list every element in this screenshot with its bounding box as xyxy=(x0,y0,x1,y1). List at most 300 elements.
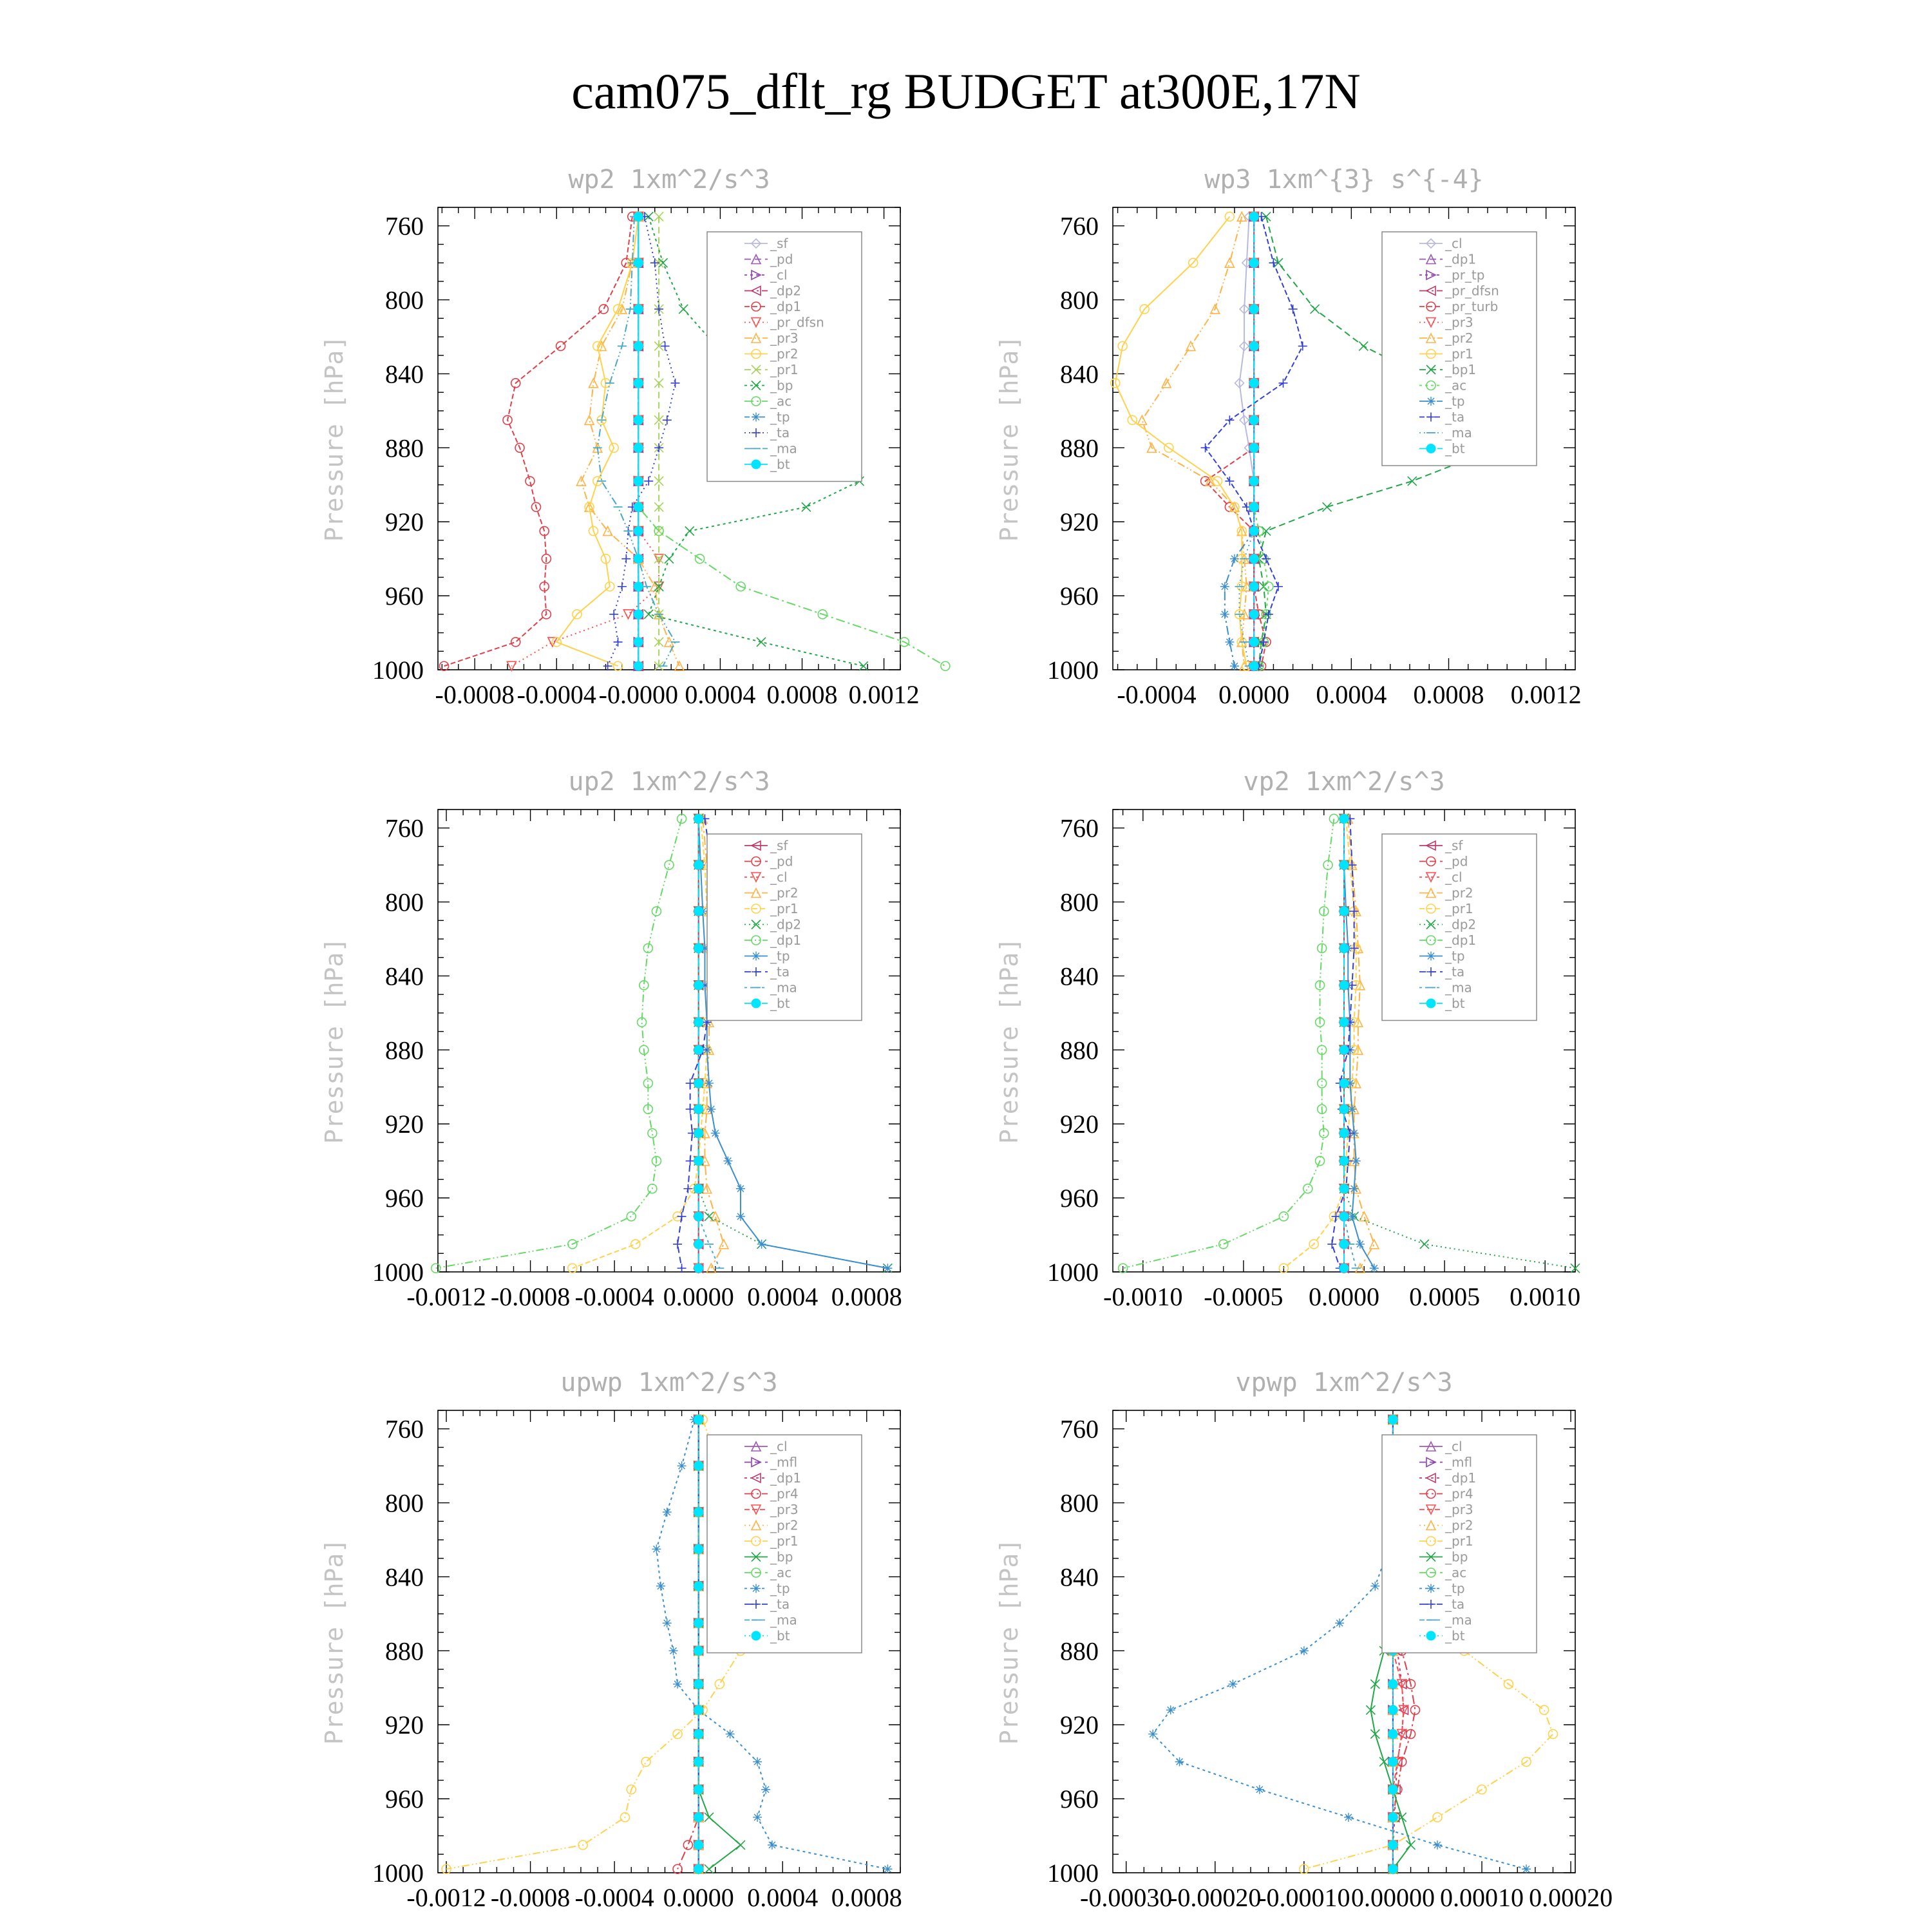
data-point xyxy=(694,1045,703,1054)
data-point xyxy=(1249,415,1258,424)
panel-title: wp3 1xm^{3} s^{-4} xyxy=(1204,165,1484,194)
data-point xyxy=(1148,1730,1157,1739)
series-line xyxy=(444,216,632,666)
legend-label: _cl xyxy=(770,267,788,283)
data-point xyxy=(1332,1212,1341,1221)
y-tick-label: 800 xyxy=(385,887,424,917)
data-point xyxy=(1340,1264,1349,1273)
legend-label: _mfl xyxy=(1445,1454,1473,1470)
legend-label: _sf xyxy=(1445,838,1463,853)
data-point xyxy=(726,1730,735,1739)
data-point xyxy=(694,1646,703,1655)
legend-label: _dp1 xyxy=(1445,1470,1477,1486)
data-point xyxy=(1249,638,1258,647)
data-point xyxy=(694,1415,703,1424)
y-tick-label: 800 xyxy=(1060,285,1099,315)
data-point xyxy=(526,477,535,486)
data-point xyxy=(705,1813,714,1822)
panel-title: upwp 1xm^2/s^3 xyxy=(560,1368,778,1397)
data-point xyxy=(711,1129,720,1138)
data-point xyxy=(719,1240,728,1249)
legend-label: _pr2 xyxy=(1445,1517,1473,1533)
x-tick-label: -0.00030 xyxy=(1080,1883,1173,1912)
data-point xyxy=(694,1129,703,1138)
data-point xyxy=(650,258,659,267)
data-point xyxy=(1433,1841,1442,1850)
series-line xyxy=(1240,216,1255,666)
data-point xyxy=(1249,379,1258,388)
x-tick-label: -0.0010 xyxy=(1103,1282,1183,1311)
data-point xyxy=(1340,1129,1349,1138)
data-point xyxy=(1230,661,1239,670)
y-tick-label: 760 xyxy=(385,813,424,843)
data-point xyxy=(705,1079,714,1088)
data-point xyxy=(1300,1646,1309,1655)
legend-label: _dp2 xyxy=(1445,916,1477,933)
series-line xyxy=(1332,819,1354,1268)
y-tick-label: 960 xyxy=(385,1785,424,1814)
data-point xyxy=(694,1079,703,1088)
data-point xyxy=(1347,1104,1356,1113)
x-tick-label: 0.0010 xyxy=(1510,1282,1581,1311)
data-point xyxy=(685,527,694,536)
data-point xyxy=(644,610,653,619)
y-tick-label: 880 xyxy=(385,433,424,463)
legend-label: _dp1 xyxy=(1445,251,1477,267)
y-tick-label: 960 xyxy=(1060,1785,1099,1814)
data-point xyxy=(634,638,643,647)
legend-label: _ma xyxy=(1445,980,1472,996)
y-tick-label: 800 xyxy=(385,285,424,315)
legend-label: _ma xyxy=(1445,1612,1472,1628)
data-point xyxy=(694,860,703,869)
legend-label: _bt xyxy=(770,457,790,472)
data-point xyxy=(1249,554,1258,564)
data-point xyxy=(941,661,950,670)
data-point xyxy=(634,443,643,452)
legend-label: _pr_dfsn xyxy=(770,314,824,330)
legend-label: _ta xyxy=(1445,964,1465,980)
data-point xyxy=(677,1212,687,1221)
data-point xyxy=(1298,341,1307,350)
data-point xyxy=(658,258,667,267)
data-point xyxy=(634,341,643,350)
series-line xyxy=(608,216,676,666)
data-point xyxy=(757,638,766,647)
data-point xyxy=(671,379,680,388)
data-point xyxy=(644,477,653,486)
data-point xyxy=(1370,1264,1379,1273)
legend-label: _bt xyxy=(770,1628,790,1643)
data-point xyxy=(634,379,643,388)
data-point xyxy=(673,1680,682,1689)
legend-label: _bt xyxy=(770,996,790,1011)
data-point xyxy=(1340,814,1349,823)
y-tick-label: 880 xyxy=(1060,433,1099,463)
legend-marker xyxy=(752,1584,761,1593)
legend-label: _tp xyxy=(1445,1580,1465,1596)
data-point xyxy=(631,1240,640,1249)
legend-label: _pr1 xyxy=(1445,1533,1473,1549)
data-point xyxy=(694,1104,703,1113)
y-axis-label: Pressure [hPa] xyxy=(995,937,1023,1144)
data-point xyxy=(1388,1705,1397,1714)
x-tick-label: -0.0004 xyxy=(516,680,596,709)
data-point xyxy=(673,1240,682,1249)
legend-label: _pr_turb xyxy=(1445,299,1499,314)
x-tick-label: 0.0000 xyxy=(663,1883,734,1912)
series-line xyxy=(556,216,638,666)
y-tick-label: 760 xyxy=(1060,211,1099,241)
data-point xyxy=(1548,1730,1557,1739)
data-point xyxy=(1274,582,1283,591)
data-point xyxy=(694,1680,703,1689)
legend-label: _pr3 xyxy=(1445,314,1473,330)
legend-label: _pr2 xyxy=(770,346,799,362)
data-point xyxy=(705,1864,714,1873)
data-point xyxy=(623,610,632,619)
legend-label: _pr3 xyxy=(770,330,799,346)
data-point xyxy=(1225,477,1234,486)
data-point xyxy=(1406,1841,1416,1850)
data-point xyxy=(1397,1813,1406,1822)
data-point xyxy=(627,1212,636,1221)
y-tick-label: 960 xyxy=(385,582,424,611)
data-point xyxy=(694,1212,703,1221)
data-point xyxy=(694,1813,703,1822)
data-point xyxy=(1347,1212,1356,1221)
data-point xyxy=(686,1104,695,1113)
y-tick-label: 880 xyxy=(385,1636,424,1666)
legend-marker xyxy=(1426,952,1435,961)
legend-marker xyxy=(1426,999,1435,1008)
legend-label: _pr1 xyxy=(770,362,799,377)
data-point xyxy=(1230,554,1239,564)
legend-label: _pd xyxy=(1445,853,1468,869)
legend-marker xyxy=(752,1631,761,1640)
y-tick-label: 840 xyxy=(1060,359,1099,389)
x-tick-label: 0.0004 xyxy=(747,1883,819,1912)
y-tick-label: 840 xyxy=(385,1562,424,1592)
y-tick-label: 1000 xyxy=(372,1258,424,1287)
data-point xyxy=(1249,305,1258,314)
x-tick-label: 0.0004 xyxy=(747,1282,819,1311)
data-point xyxy=(1249,610,1258,619)
legend-label: _ta xyxy=(770,964,790,980)
legend-marker xyxy=(752,460,761,469)
legend-label: _ta xyxy=(770,425,790,440)
data-point xyxy=(761,1785,770,1794)
y-tick-label: 920 xyxy=(1060,1110,1099,1139)
x-tick-label: -0.0008 xyxy=(490,1883,571,1912)
x-tick-label: -0.00010 xyxy=(1258,1883,1350,1912)
legend-label: _pr1 xyxy=(1445,901,1473,916)
data-point xyxy=(634,610,643,619)
y-tick-label: 1000 xyxy=(1047,1859,1099,1888)
legend-label: _pr_dfsn xyxy=(1445,283,1499,299)
y-tick-label: 1000 xyxy=(372,656,424,685)
data-point xyxy=(753,1757,762,1766)
x-tick-label: -0.0000 xyxy=(598,680,679,709)
legend-label: _pr2 xyxy=(1445,885,1473,901)
panel-title: up2 1xm^2/s^3 xyxy=(568,767,770,797)
y-tick-label: 880 xyxy=(1060,1636,1099,1666)
x-tick-label: 0.0004 xyxy=(685,680,756,709)
legend-label: _bt xyxy=(1445,996,1465,1011)
data-point xyxy=(694,1841,703,1850)
y-tick-label: 760 xyxy=(385,1414,424,1444)
legend-label: _ma xyxy=(770,980,797,996)
chart-panel xyxy=(320,165,950,709)
data-point xyxy=(694,943,703,952)
legend-label: _dp1 xyxy=(770,1470,802,1486)
data-point xyxy=(1137,415,1146,424)
data-point xyxy=(736,1184,745,1193)
data-point xyxy=(694,1264,703,1273)
data-point xyxy=(1370,1240,1379,1249)
data-point xyxy=(715,1680,724,1689)
panel-grid xyxy=(320,165,1613,1912)
x-tick-label: 0.00010 xyxy=(1440,1883,1524,1912)
series-line xyxy=(1142,216,1246,666)
x-tick-label: -0.0004 xyxy=(574,1883,654,1912)
legend-label: _cl xyxy=(770,869,788,885)
y-axis-label: Pressure [hPa] xyxy=(320,335,348,542)
y-tick-label: 960 xyxy=(385,1184,424,1213)
data-point xyxy=(1269,258,1278,267)
data-point xyxy=(634,661,643,670)
data-point xyxy=(1249,212,1258,221)
data-point xyxy=(663,1618,672,1627)
legend-label: _pr1 xyxy=(770,901,799,916)
x-tick-label: -0.0004 xyxy=(574,1282,654,1311)
data-point xyxy=(634,527,643,536)
data-point xyxy=(1388,1757,1397,1766)
legend-label: _cl xyxy=(1445,1439,1463,1454)
data-point xyxy=(1311,305,1320,314)
x-tick-label: 0.00000 xyxy=(1350,1883,1435,1912)
legend-marker xyxy=(752,952,761,961)
legend-label: _pd xyxy=(770,251,793,267)
legend-label: _dp2 xyxy=(770,916,802,933)
y-tick-label: 880 xyxy=(385,1036,424,1065)
data-point xyxy=(585,415,594,424)
data-point xyxy=(1344,1813,1353,1822)
legend-label: _pd xyxy=(770,853,793,869)
legend-label: _cl xyxy=(1445,869,1463,885)
data-point xyxy=(1228,1680,1237,1689)
data-point xyxy=(652,1544,661,1553)
legend-label: _sf xyxy=(770,838,788,853)
data-point xyxy=(634,415,643,424)
x-tick-label: 0.0000 xyxy=(663,1282,734,1311)
data-point xyxy=(883,1264,892,1273)
data-point xyxy=(609,610,618,619)
data-point xyxy=(634,582,643,591)
x-tick-label: 0.0000 xyxy=(1218,680,1290,709)
y-tick-label: 840 xyxy=(1060,961,1099,991)
data-point xyxy=(663,415,672,424)
data-point xyxy=(753,1813,762,1822)
data-point xyxy=(1220,610,1229,619)
data-point xyxy=(1388,1415,1397,1424)
y-tick-label: 960 xyxy=(1060,1184,1099,1213)
data-point xyxy=(1249,527,1258,536)
legend-label: _pr3 xyxy=(770,1502,799,1517)
data-point xyxy=(1335,1618,1344,1627)
data-point xyxy=(694,1157,703,1166)
x-tick-label: -0.0012 xyxy=(406,1883,486,1912)
data-point xyxy=(1388,1813,1397,1822)
y-tick-label: 1000 xyxy=(372,1859,424,1888)
series-line xyxy=(598,216,676,666)
data-point xyxy=(669,1646,678,1655)
y-tick-label: 800 xyxy=(385,1488,424,1518)
x-tick-label: 0.0004 xyxy=(1316,680,1387,709)
data-point xyxy=(641,1757,650,1766)
legend-label: _tp xyxy=(770,409,790,425)
legend-label: _ac xyxy=(770,393,792,409)
data-point xyxy=(679,305,688,314)
data-point xyxy=(1388,1680,1397,1689)
data-point xyxy=(694,814,703,823)
y-tick-label: 760 xyxy=(1060,1414,1099,1444)
legend-label: _bp xyxy=(770,1549,793,1565)
data-point xyxy=(634,305,643,314)
y-tick-label: 840 xyxy=(385,359,424,389)
data-point xyxy=(1249,582,1258,591)
data-point xyxy=(1433,1813,1442,1822)
data-point xyxy=(665,860,674,869)
y-tick-label: 920 xyxy=(385,1710,424,1740)
x-tick-label: -0.0005 xyxy=(1204,1282,1283,1311)
y-tick-label: 800 xyxy=(1060,887,1099,917)
x-tick-label: -0.0008 xyxy=(435,680,515,709)
data-point xyxy=(1352,1157,1361,1166)
y-tick-label: 920 xyxy=(385,1110,424,1139)
x-tick-label: 0.0005 xyxy=(1409,1282,1481,1311)
legend-label: _ta xyxy=(1445,409,1465,425)
x-tick-label: -0.0008 xyxy=(490,1282,571,1311)
series-line xyxy=(1240,216,1255,666)
data-point xyxy=(1359,341,1368,350)
data-point xyxy=(1340,1104,1349,1113)
data-point xyxy=(599,305,608,314)
legend-label: _bp xyxy=(770,377,793,393)
legend-label: _pr2 xyxy=(1445,330,1473,346)
data-point xyxy=(694,907,703,916)
data-point xyxy=(883,1864,892,1873)
data-point xyxy=(736,1841,745,1850)
data-point xyxy=(1279,1212,1288,1221)
data-point xyxy=(1388,1730,1397,1739)
data-point xyxy=(665,554,674,564)
data-point xyxy=(1356,1240,1365,1249)
data-point xyxy=(1340,1184,1349,1193)
legend-marker xyxy=(1426,1631,1435,1640)
legend-label: _pr2 xyxy=(770,885,799,901)
legend-label: _mfl xyxy=(770,1454,798,1470)
x-tick-label: -0.0012 xyxy=(406,1282,486,1311)
y-axis-label: Pressure [hPa] xyxy=(995,1538,1023,1745)
data-point xyxy=(706,1104,715,1113)
data-point xyxy=(694,1864,703,1873)
legend-label: _dp1 xyxy=(770,933,802,948)
data-point xyxy=(634,554,643,564)
data-point xyxy=(1225,638,1234,647)
data-point xyxy=(768,1841,777,1850)
legend-label: _cl xyxy=(770,1439,788,1454)
legend-label: _sf xyxy=(770,236,788,251)
data-point xyxy=(694,1240,703,1249)
legend-label: _dp2 xyxy=(770,283,802,299)
legend-label: _pr1 xyxy=(770,1533,799,1549)
legend-label: _pr_tp xyxy=(1445,267,1485,283)
data-point xyxy=(677,1264,687,1273)
y-tick-label: 920 xyxy=(1060,507,1099,537)
series-line xyxy=(1123,819,1334,1268)
data-point xyxy=(634,258,643,267)
legend-label: _bp xyxy=(1445,1549,1468,1565)
chart-panel xyxy=(320,1368,902,1912)
data-point xyxy=(1388,1841,1397,1850)
data-point xyxy=(618,582,627,591)
data-point xyxy=(705,1212,714,1221)
data-point xyxy=(1323,502,1332,511)
y-tick-label: 960 xyxy=(1060,582,1099,611)
data-point xyxy=(694,1618,703,1627)
legend-label: _ma xyxy=(1445,425,1472,440)
legend-label: _pr4 xyxy=(770,1486,799,1502)
legend-label: _ma xyxy=(770,1612,797,1628)
series-line xyxy=(677,1419,699,1869)
data-point xyxy=(511,638,520,647)
series-line xyxy=(511,216,659,666)
data-point xyxy=(694,1705,703,1714)
y-tick-label: 1000 xyxy=(1047,656,1099,685)
chart-panel xyxy=(995,1368,1613,1912)
legend-label: _bt xyxy=(1445,440,1465,457)
legend-label: _tp xyxy=(770,1580,790,1596)
legend-label: _ta xyxy=(770,1596,790,1612)
data-point xyxy=(1350,1184,1359,1193)
data-point xyxy=(1249,477,1258,486)
data-point xyxy=(694,1757,703,1766)
data-point xyxy=(694,1018,703,1027)
data-point xyxy=(694,1582,703,1591)
data-point xyxy=(757,1240,766,1249)
legend-label: _pr3 xyxy=(1445,1502,1473,1517)
chart-panel xyxy=(995,767,1580,1311)
data-point xyxy=(1370,1582,1379,1591)
series-line xyxy=(1206,216,1266,666)
data-point xyxy=(1408,477,1417,486)
data-point xyxy=(694,1730,703,1739)
legend-label: _bt xyxy=(1445,1628,1465,1643)
x-tick-label: 0.0008 xyxy=(1413,680,1484,709)
legend-label: _ma xyxy=(770,440,797,457)
data-point xyxy=(859,661,868,670)
legend-label: _bp1 xyxy=(1445,362,1477,377)
data-point xyxy=(736,1212,745,1221)
x-tick-label: 0.00020 xyxy=(1529,1883,1613,1912)
data-point xyxy=(686,1079,695,1088)
x-tick-label: 0.0008 xyxy=(831,1883,902,1912)
series-line xyxy=(436,819,682,1268)
data-point xyxy=(1340,1212,1349,1221)
data-point xyxy=(1540,1705,1549,1714)
data-point xyxy=(1255,1785,1264,1794)
